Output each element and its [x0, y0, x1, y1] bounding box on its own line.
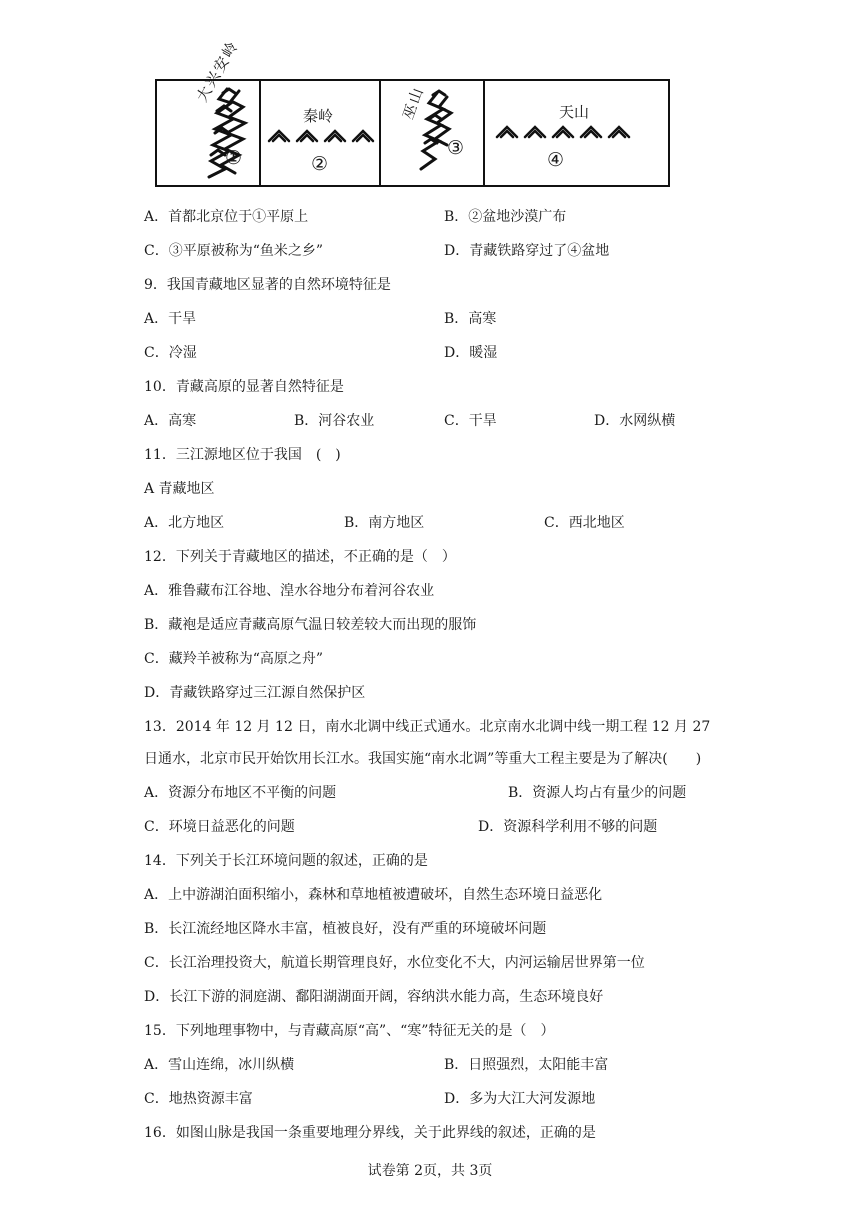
q10-option-d: D．水网纵横	[594, 413, 676, 429]
q11-answer-line: A 青藏地区	[144, 481, 215, 497]
q9-option-b: B．高寒	[444, 311, 497, 327]
q12-option-c: C．藏羚羊被称为“高原之舟”	[144, 651, 324, 667]
mountain-number-4: ④	[547, 149, 565, 171]
q14-stem: 14．下列关于长江环境问题的叙述，正确的是	[144, 853, 428, 869]
q15-option-b: B．日照强烈，太阳能丰富	[444, 1057, 609, 1073]
mountain-range-4-drawing	[493, 123, 673, 143]
mountain-label-3: 巫山	[398, 83, 428, 122]
q14-option-b: B．长江流经地区降水丰富，植被良好，没有严重的环境破坏问题	[144, 921, 547, 937]
figure-panel-3	[381, 81, 485, 185]
q13-option-d: D．资源科学利用不够的问题	[478, 819, 658, 835]
q12-stem: 12．下列关于青藏地区的描述，不正确的是（ ）	[144, 549, 456, 565]
q14-option-c: C．长江治理投资大，航道长期管理良好，水位变化不大，内河运输居世界第一位	[144, 955, 645, 971]
mountain-label-4: 天山	[559, 103, 590, 121]
q11-option-c: C．西北地区	[544, 515, 625, 531]
q16-stem: 16．如图山脉是我国一条重要地理分界线，关于此界线的叙述，正确的是	[144, 1125, 596, 1141]
mountain-range-3-drawing	[381, 81, 485, 185]
figure-panel-1	[157, 37, 261, 185]
mountain-label-1: 大兴安岭	[192, 37, 243, 105]
q13-option-b: B．资源人均占有量少的问题	[508, 785, 687, 801]
q13-stem-line-2: 日通水，北京市民开始饮用长江水。我国实施“南水北调”等重大工程主要是为了解决( )	[144, 751, 702, 767]
q13-stem-line-1: 13．2014 年 12 月 12 日，南水北调中线正式通水。北京南水北调中线一期工程 12 月 27	[144, 719, 711, 735]
q12-option-a: A．雅鲁藏布江谷地、湟水谷地分布着河谷农业	[144, 583, 435, 599]
q11-option-a: A．北方地区	[144, 515, 225, 531]
q8-option-b: B．②盆地沙漠广布	[444, 209, 567, 225]
q13-option-c: C．环境日益恶化的问题	[144, 819, 295, 835]
q8-option-a: A．首都北京位于①平原上	[144, 209, 309, 225]
q13-option-a: A．资源分布地区不平衡的问题	[144, 785, 337, 801]
mountain-number-2: ②	[311, 153, 329, 175]
q15-option-d: D．多为大江大河发源地	[444, 1091, 596, 1107]
q8-option-d: D．青藏铁路穿过了④盆地	[444, 243, 610, 259]
mountain-range-2-drawing	[265, 127, 385, 147]
q9-option-a: A．干旱	[144, 311, 197, 327]
q15-stem: 15．下列地理事物中，与青藏高原“高”、“寒”特征无关的是（ ）	[144, 1023, 555, 1039]
mountain-number-1: ①	[225, 147, 243, 169]
q12-option-d: D．青藏铁路穿过三江源自然保护区	[144, 685, 366, 701]
page-footer: 试卷第 2页，共 3页	[367, 1163, 493, 1179]
q11-stem: 11．三江源地区位于我国 ( )	[144, 447, 341, 463]
q9-stem: 9．我国青藏地区显著的自然环境特征是	[144, 277, 391, 293]
q10-option-c: C．干旱	[444, 413, 497, 429]
q9-option-c: C．冷湿	[144, 345, 197, 361]
q9-option-d: D．暖湿	[444, 345, 498, 361]
q14-option-d: D．长江下游的洞庭湖、鄱阳湖湖面开阔，容纳洪水能力高，生态环境良好	[144, 989, 604, 1005]
mountain-label-2: 秦岭	[303, 107, 334, 125]
q11-option-b: B．南方地区	[344, 515, 425, 531]
q14-option-a: A．上中游湖泊面积缩小，森林和草地植被遭破坏，自然生态环境日益恶化	[144, 887, 603, 903]
q15-option-c: C．地热资源丰富	[144, 1091, 253, 1107]
q12-option-b: B．藏袍是适应青藏高原气温日较差较大而出现的服饰	[144, 617, 477, 633]
mountain-figure	[155, 37, 670, 187]
q15-option-a: A．雪山连绵，冰川纵横	[144, 1057, 295, 1073]
q10-option-b: B．河谷农业	[294, 413, 375, 429]
q10-option-a: A．高寒	[144, 413, 197, 429]
figure-panel-2	[261, 81, 381, 185]
q10-stem: 10．青藏高原的显著自然特征是	[144, 379, 344, 395]
figure-panel-4	[485, 81, 668, 185]
q8-option-c: C．③平原被称为“鱼米之乡”	[144, 243, 324, 259]
mountain-number-3: ③	[447, 137, 465, 159]
